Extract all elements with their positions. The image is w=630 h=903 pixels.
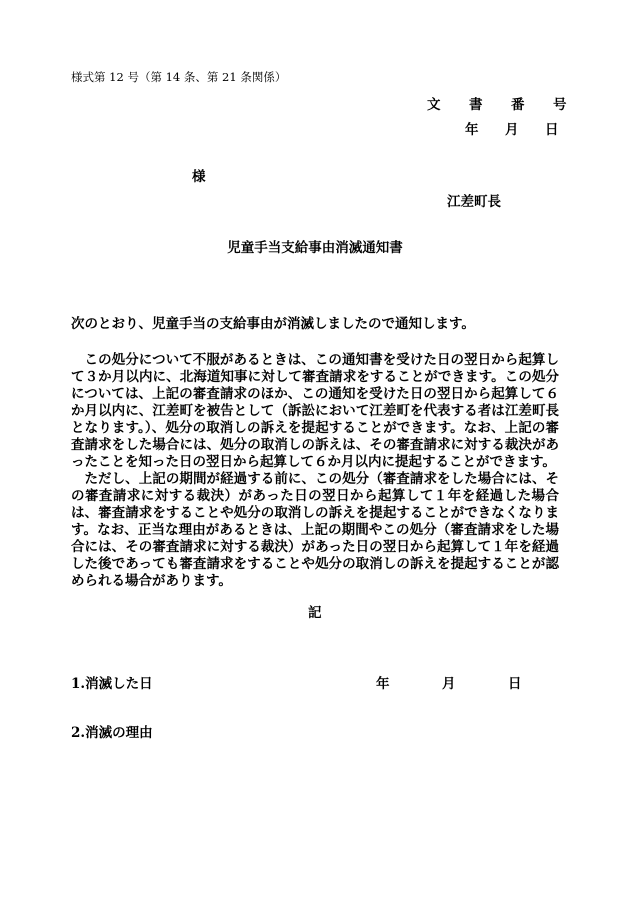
- extinction-date-day: 日: [508, 676, 522, 692]
- item-extinction-date-label: 1.消滅した日: [71, 676, 153, 692]
- issue-date: [465, 118, 559, 138]
- appeal-notice: [71, 352, 559, 590]
- ki-heading: 記: [308, 605, 322, 621]
- issue-date-day: 日: [545, 122, 559, 138]
- appeal-notice-paragraph: この処分について不服があるときは、この通知書を受けた日の翌日から起算して３か月以内に、北海道知事に対して審査請求をすることができます。この処分については、上記の審査請求のほか、この通知を受けた日の翌日から起算して６か月以内に、江差町を被告として（訴訟において江差町を代表する者は江差町長となります。）、処分の取消しの訴えを提起することができます。なお、上記の審査請求をした場合には、処分の取消しの訴えは、その審査請求に対する裁決があったことを知った日の翌日から起算して６か月以内に提起することができます。: [71, 352, 559, 470]
- document-number-label: [427, 93, 567, 113]
- document-title: 児童手当支給事由消滅通知書: [227, 240, 403, 256]
- form-number-label: 様式第 12 号（第 14 条、第 21 条関係）: [71, 70, 287, 84]
- issue-date-year: 年: [465, 122, 479, 138]
- addressee: 様: [192, 169, 206, 185]
- document-number-char: 書: [469, 97, 483, 113]
- document-number-char: 番: [511, 97, 525, 113]
- issue-date-month: 月: [505, 122, 519, 138]
- appeal-notice-paragraph: ただし、上記の期間が経過する前に、この処分（審査請求をした場合には、その審査請求に対する裁決）があった日の翌日から起算して１年を経過した場合は、審査請求をすることや処分の取消しの訴えを提起することができなくなります。なお、正当な理由があるときは、上記の期間やこの処分（審査請求をした場合には、その審査請求に対する裁決）があった日の翌日から起算して１年を経過した後であっても審査請求をすることや処分の取消しの訴えを提起することが認められる場合があります。: [71, 471, 559, 589]
- extinction-date-year: 年: [376, 676, 390, 692]
- document-number-char: 文: [427, 97, 441, 113]
- extinction-date-month: 月: [442, 676, 456, 692]
- lead-sentence: 次のとおり、児童手当の支給事由が消滅しましたので通知します。: [71, 316, 475, 332]
- issuer-name: 江差町長: [447, 194, 501, 210]
- item-extinction-reason-label: 2.消滅の理由: [71, 725, 153, 741]
- item-extinction-date-value: [376, 672, 522, 692]
- document-number-char: 号: [553, 97, 567, 113]
